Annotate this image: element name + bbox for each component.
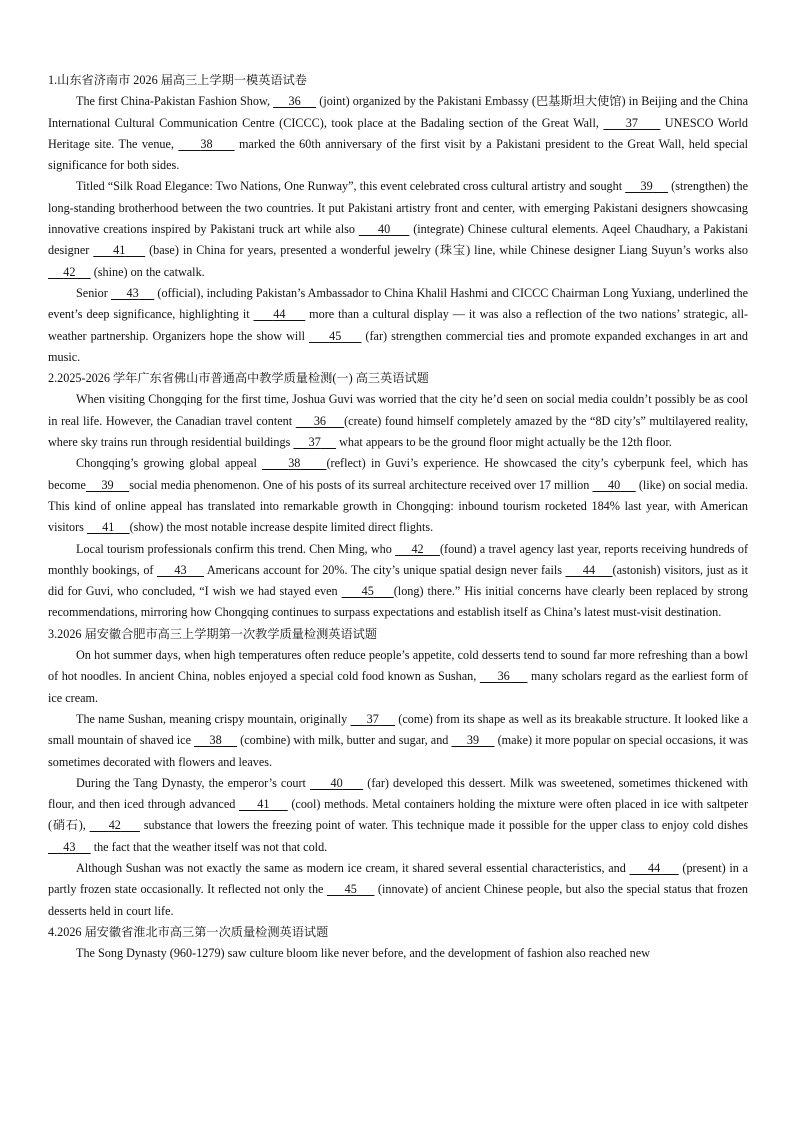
passage-text: (show) the most notable increase despite limited direct flights. <box>129 520 434 535</box>
blank-number: 37 <box>366 711 379 726</box>
passage-text: (strengthen) the long-standing brotherhood between the two countries. It put Pakistani artistry front and center, with emerging Pakistani designers showcasing innovative creations inspired by Pakistani truck art while also <box>48 179 749 237</box>
answer-blank[interactable] <box>239 797 288 811</box>
blank-number: 39 <box>101 477 114 492</box>
answer-blank[interactable] <box>93 243 145 257</box>
blank-number: 42 <box>411 541 424 556</box>
answer-blank[interactable] <box>592 478 635 492</box>
answer-blank[interactable] <box>273 94 316 108</box>
blank-number: 36 <box>288 94 301 109</box>
passage-paragraph <box>48 709 748 773</box>
passage-paragraph <box>48 176 748 282</box>
passage-paragraph <box>48 858 748 922</box>
passage-text: (found) a travel agency last year, reports receiving hundreds of monthly bookings, of <box>48 541 749 577</box>
section-title: 3.2026 届安徽合肥市高三上学期第一次教学质量检测英语试题 <box>48 626 378 641</box>
passage-text: Chongqing’s growing global appeal <box>76 456 263 471</box>
blank-number: 44 <box>582 562 596 577</box>
answer-blank[interactable] <box>342 584 394 598</box>
blank-number: 38 <box>209 733 222 748</box>
blank-number: 38 <box>288 456 301 471</box>
answer-blank[interactable] <box>359 222 410 236</box>
blank-number: 37 <box>625 115 638 130</box>
blank-number: 41 <box>113 243 126 258</box>
passage-text: (far) developed this dessert. Milk was sweetened, sometimes thickened with flour, and then iced through advanced <box>48 775 749 812</box>
answer-blank[interactable] <box>86 478 129 492</box>
passage-text: The name Sushan, meaning crispy mountain, originally <box>76 711 351 726</box>
answer-blank[interactable] <box>262 456 326 470</box>
passage-text: (astonish) visitors, just as it did for Guvi, who concluded, “I wish we had stayed even <box>48 562 749 599</box>
answer-blank[interactable] <box>194 733 237 747</box>
passage-text: what appears to be the ground floor might actually be the 12th floor. <box>336 435 672 450</box>
passage-paragraph <box>48 645 748 709</box>
passage-text: (reflect) in Guvi’s experience. He showcased the city’s cyberpunk feel, which has become <box>48 456 749 492</box>
passage-text: The Song Dynasty (960-1279) saw culture bloom like never before, and the development of fashion also reached new <box>76 946 650 961</box>
blank-number: 36 <box>313 413 327 428</box>
passage-text: (present) in a partly frozen state occasionally. It reflected not only the <box>48 860 748 897</box>
blank-number: 40 <box>330 775 343 790</box>
answer-blank[interactable] <box>350 712 395 726</box>
passage-paragraph <box>48 773 748 858</box>
passage-text: many scholars regard as the earliest form of ice cream. <box>48 669 749 705</box>
blank-number: 43 <box>126 285 139 300</box>
passage-text: (create) found himself completely amazed by the “8D city’s” multilayered reality, where sky trains run through residential buildings <box>48 413 749 450</box>
blank-number: 37 <box>308 435 321 450</box>
blank-number: 45 <box>361 584 374 599</box>
blank-number: 45 <box>344 882 357 897</box>
passage-text: more than a cultural display — it was also a reflection of the two nations’ strategic, all-weather partnership. Organizers hope the show will <box>48 307 749 343</box>
answer-blank[interactable] <box>48 265 91 279</box>
answer-blank[interactable] <box>296 414 344 428</box>
passage-text: (long) there.” His initial concerns have clearly been replaced by strong recommendations, mirroring how Chongqing continues to surpass expectations and establish itself as China’s latest must-visit destination. <box>48 584 749 620</box>
answer-blank[interactable] <box>395 542 440 556</box>
section-title: 2.2025-2026 学年广东省佛山市普通高中教学质量检测(一) 高三英语试题 <box>48 371 429 386</box>
answer-blank[interactable] <box>254 307 306 321</box>
passage-text: Senior <box>76 285 111 300</box>
passage-paragraph <box>48 453 748 538</box>
passage-paragraph <box>48 283 748 368</box>
passage-text: The first China-Pakistan Fashion Show, <box>76 94 274 109</box>
answer-blank[interactable] <box>327 882 374 896</box>
blank-number: 44 <box>648 860 661 875</box>
passage-text: (cool) methods. Metal containers holding the mixture were often placed in ice with saltpeter (硝石), <box>48 797 748 833</box>
passage-text: (far) strengthen commercial ties and promote expanded exchanges in art and music. <box>48 328 749 364</box>
blank-number: 41 <box>102 520 115 535</box>
passage-text: Local tourism professionals confirm this trend. Chen Ming, who <box>76 541 396 556</box>
passage-text: (like) on social media. This kind of online appeal has translated into remarkable growth in Chongqing: inbound tourism rocketed 184% last year, with American visitors <box>48 477 748 535</box>
passage-text: During the Tang Dynasty, the emperor’s court <box>76 775 311 790</box>
blank-number: 44 <box>273 307 286 322</box>
passage-text: social media phenomenon. One of his posts of its surreal architecture received over 17 million <box>129 477 593 492</box>
passage-text: When visiting Chongqing for the first time, Joshua Guvi was worried that the city he’d seen on social media couldn’t possibly be as cool in real life. However, the Canadian travel content <box>48 392 748 428</box>
passage-text: the fact that the weather itself was not that cold. <box>90 839 328 854</box>
passage-text: (make) it more popular on special occasions, it was sometimes decorated with flowers and leaves. <box>48 733 748 769</box>
passage-text: (joint) organized by the Pakistani Embassy (巴基斯坦大使馆) in Beijing and the China International Cultural Communication Centre (CICCC), took place at the Badaling section of the Great Wall, <box>48 94 748 130</box>
blank-number: 43 <box>63 839 76 854</box>
passage-text: (official), including Pakistan’s Ambassador to China Khalil Hashmi and CICCC Chairman Long Yuxiang, underlined the event’s deep significance, highlighting it <box>48 285 748 322</box>
answer-blank[interactable] <box>157 563 204 577</box>
passage-paragraph <box>48 91 748 176</box>
passage-text: Titled “Silk Road Elegance: Two Nations, One Runway”, this event celebrated cross cultural artistry and sought <box>76 179 626 194</box>
blank-number: 40 <box>377 222 391 237</box>
blank-number: 36 <box>497 669 510 684</box>
passage-text: (shine) on the catwalk. <box>90 264 205 279</box>
passage-text: Americans account for 20%. The city’s unique spatial design never fails <box>204 562 566 577</box>
answer-blank[interactable] <box>625 179 668 193</box>
answer-blank[interactable] <box>178 137 234 151</box>
passage-paragraph <box>48 943 748 964</box>
passage-text: substance that lowers the freezing point of water. This technique made it possible for the upper class to enjoy cold dishes <box>139 818 748 833</box>
passage-text: On hot summer days, when high temperatures often reduce people’s appetite, cold desserts tend to sound far more refreshing than a bowl of hot noodles. In ancient China, nobles enjoyed a special cold food known as Sushan, <box>48 648 748 684</box>
passage-text: (innovate) of ancient Chinese people, but also the special status that frozen desserts held in court life. <box>48 882 749 918</box>
answer-blank[interactable] <box>480 669 528 683</box>
blank-number: 41 <box>257 797 270 812</box>
worksheet-page <box>48 70 748 964</box>
blank-number: 45 <box>329 328 342 343</box>
section-title: 4.2026 届安徽省淮北市高三第一次质量检测英语试题 <box>48 924 329 939</box>
blank-number: 39 <box>640 179 653 194</box>
blank-number: 42 <box>108 818 121 833</box>
section-title: 1.山东省济南市 2026 届高三上学期一模英语试卷 <box>48 73 307 87</box>
passage-text: (come) from its shape as well as its breakable structure. It looked like a small mountain of shaved ice <box>48 711 748 748</box>
answer-blank[interactable] <box>293 435 336 449</box>
answer-blank[interactable] <box>451 733 494 747</box>
passage-paragraph <box>48 539 748 624</box>
answer-blank[interactable] <box>48 840 91 854</box>
passage-paragraph <box>48 389 748 453</box>
passage-text: Although Sushan was not exactly the same as modern ice cream, it shared several essential characteristics, and <box>76 860 630 875</box>
passage-text: UNESCO World Heritage site. The venue, <box>48 115 748 151</box>
answer-blank[interactable] <box>630 861 679 875</box>
blank-number: 39 <box>466 733 480 748</box>
answer-blank[interactable] <box>310 776 363 790</box>
answer-blank[interactable] <box>90 818 140 832</box>
blank-number: 42 <box>63 264 76 279</box>
blank-number: 38 <box>200 136 213 151</box>
answer-blank[interactable] <box>111 286 154 300</box>
answer-blank[interactable] <box>603 116 660 130</box>
answer-blank[interactable] <box>309 329 361 343</box>
blank-number: 43 <box>174 562 187 577</box>
passage-text: (base) in China for years, presented a wonderful jewelry (珠宝) line, while Chinese designer Liang Suyun’s works also <box>145 243 748 258</box>
passage-text: (integrate) Chinese cultural elements. Aqeel Chaudhary, a Pakistani designer <box>48 222 748 258</box>
answer-blank[interactable] <box>565 563 612 577</box>
passage-text: marked the 60th anniversary of the first visit by a Pakistani president to the Great Wall, held special significance for both sides. <box>48 136 749 173</box>
blank-number: 40 <box>607 477 621 492</box>
passage-text: (combine) with milk, butter and sugar, and <box>237 733 452 748</box>
answer-blank[interactable] <box>87 520 130 534</box>
